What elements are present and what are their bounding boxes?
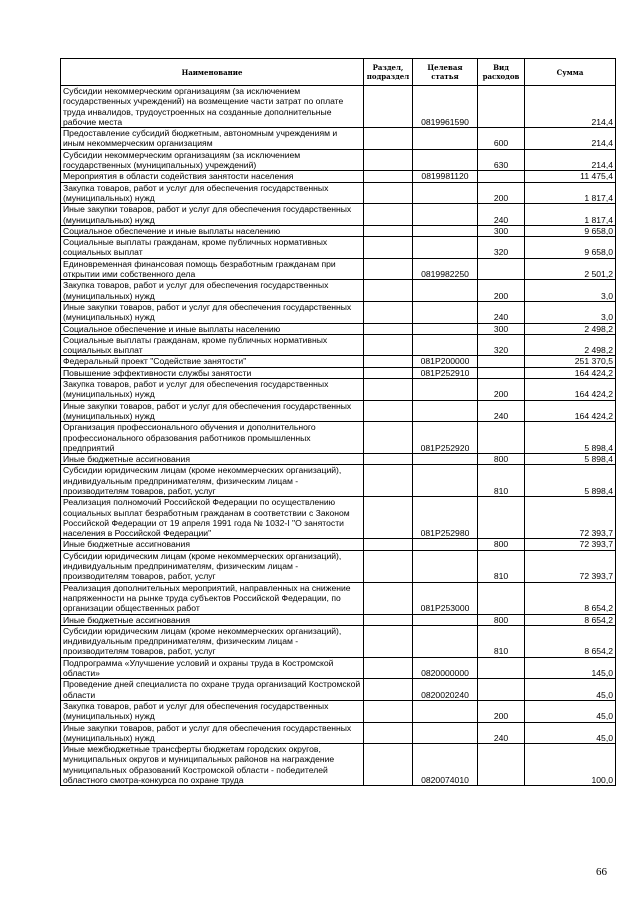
row-sum: 164 424,2 [525, 367, 616, 378]
row-name: Социальное обеспечение и иные выплаты населению [61, 323, 364, 334]
header-target: Целевая статья [413, 59, 478, 86]
row-name: Иные межбюджетные трансферты бюджетам городских округов, муниципальных округов и муниципальных районов на награждение муниципальных образований Костромской области - победителей областного смотра-конкурса по охране труда [61, 744, 364, 786]
row-section [364, 356, 413, 367]
row-section [364, 422, 413, 454]
row-sum: 3,0 [525, 301, 616, 323]
row-kind: 800 [478, 539, 525, 550]
row-name: Иные бюджетные ассигнования [61, 614, 364, 625]
row-kind: 200 [478, 280, 525, 302]
row-target: 081P252920 [413, 422, 478, 454]
row-kind [478, 657, 525, 679]
row-section [364, 323, 413, 334]
row-sum: 3,0 [525, 280, 616, 302]
row-sum: 100,0 [525, 744, 616, 786]
row-target [413, 225, 478, 236]
table-row [61, 301, 616, 323]
row-sum: 8 654,2 [525, 625, 616, 657]
table-row [61, 497, 616, 539]
row-sum: 2 498,2 [525, 323, 616, 334]
row-section [364, 465, 413, 497]
row-kind: 810 [478, 465, 525, 497]
row-section [364, 258, 413, 280]
row-section [364, 657, 413, 679]
row-sum: 45,0 [525, 679, 616, 701]
row-kind: 800 [478, 614, 525, 625]
row-name: Иные закупки товаров, работ и услуг для обеспечения государственных (муниципальных) нужд [61, 301, 364, 323]
row-name: Иные закупки товаров, работ и услуг для обеспечения государственных (муниципальных) нужд [61, 400, 364, 422]
row-target [413, 454, 478, 465]
row-name: Федеральный проект "Содействие занятости" [61, 356, 364, 367]
row-sum: 5 898,4 [525, 454, 616, 465]
row-target: 0819981120 [413, 171, 478, 182]
row-name: Социальное обеспечение и иные выплаты населению [61, 225, 364, 236]
row-section [364, 379, 413, 401]
row-section [364, 182, 413, 204]
row-kind: 800 [478, 454, 525, 465]
row-target: 081P252910 [413, 367, 478, 378]
row-sum: 8 654,2 [525, 614, 616, 625]
row-section [364, 367, 413, 378]
row-target: 081P252980 [413, 497, 478, 539]
row-sum: 164 424,2 [525, 400, 616, 422]
row-section [364, 550, 413, 582]
row-section [364, 280, 413, 302]
row-kind [478, 422, 525, 454]
row-name: Социальные выплаты гражданам, кроме публичных нормативных социальных выплат [61, 237, 364, 259]
row-sum: 2 501,2 [525, 258, 616, 280]
row-kind: 300 [478, 323, 525, 334]
table-row [61, 237, 616, 259]
row-name: Иные закупки товаров, работ и услуг для обеспечения государственных (муниципальных) нужд [61, 204, 364, 226]
row-target [413, 204, 478, 226]
row-section [364, 225, 413, 236]
table-row [61, 582, 616, 614]
row-target: 0819961590 [413, 86, 478, 128]
row-section [364, 625, 413, 657]
row-sum: 251 370,5 [525, 356, 616, 367]
row-target: 081P253000 [413, 582, 478, 614]
row-sum: 45,0 [525, 722, 616, 744]
row-kind: 240 [478, 204, 525, 226]
row-sum: 145,0 [525, 657, 616, 679]
row-kind [478, 582, 525, 614]
table-row [61, 204, 616, 226]
table-row [61, 182, 616, 204]
table-row [61, 454, 616, 465]
row-sum: 214,4 [525, 149, 616, 171]
row-target [413, 334, 478, 356]
row-section [364, 454, 413, 465]
row-kind [478, 679, 525, 701]
row-kind [478, 367, 525, 378]
table-row [61, 379, 616, 401]
table-body [61, 86, 616, 786]
budget-table [60, 58, 616, 786]
table-row [61, 128, 616, 150]
row-sum: 214,4 [525, 86, 616, 128]
row-sum: 9 658,0 [525, 237, 616, 259]
row-kind: 200 [478, 182, 525, 204]
row-target [413, 182, 478, 204]
row-name: Закупка товаров, работ и услуг для обеспечения государственных (муниципальных) нужд [61, 700, 364, 722]
header-name: Наименование [61, 59, 364, 86]
table-row [61, 171, 616, 182]
table-row [61, 422, 616, 454]
row-kind [478, 356, 525, 367]
row-target [413, 700, 478, 722]
row-name: Субсидии юридическим лицам (кроме некоммерческих организаций), индивидуальным предпринимателям, физическим лицам - производителям товаров, работ, услуг [61, 625, 364, 657]
budget-table-sheet [60, 58, 615, 786]
row-section [364, 744, 413, 786]
row-kind: 810 [478, 625, 525, 657]
row-target [413, 301, 478, 323]
row-section [364, 700, 413, 722]
table-row [61, 539, 616, 550]
row-name: Субсидии некоммерческим организациям (за исключением государственных учреждений) на возмещение части затрат по оплате труда инвалидов, трудоустроенных на созданные дополнительные рабочие места [61, 86, 364, 128]
row-target: 0820000000 [413, 657, 478, 679]
row-name: Иные закупки товаров, работ и услуг для обеспечения государственных (муниципальных) нужд [61, 722, 364, 744]
table-row [61, 149, 616, 171]
row-target: 0819982250 [413, 258, 478, 280]
row-target [413, 614, 478, 625]
table-row [61, 367, 616, 378]
row-kind: 240 [478, 722, 525, 744]
row-sum: 9 658,0 [525, 225, 616, 236]
table-row [61, 86, 616, 128]
row-kind: 600 [478, 128, 525, 150]
row-kind: 240 [478, 400, 525, 422]
row-sum: 1 817,4 [525, 182, 616, 204]
row-sum: 5 898,4 [525, 465, 616, 497]
row-sum: 8 654,2 [525, 582, 616, 614]
row-section [364, 582, 413, 614]
table-row [61, 465, 616, 497]
row-section [364, 237, 413, 259]
row-target: 081P200000 [413, 356, 478, 367]
row-kind [478, 86, 525, 128]
row-section [364, 679, 413, 701]
row-target [413, 465, 478, 497]
header-kind: Вид расходов [478, 59, 525, 86]
row-kind: 810 [478, 550, 525, 582]
row-section [364, 171, 413, 182]
row-name: Субсидии юридическим лицам (кроме некоммерческих организаций), индивидуальным предпринимателям, физическим лицам - производителям товаров, работ, услуг [61, 465, 364, 497]
row-target [413, 237, 478, 259]
row-target [413, 722, 478, 744]
row-section [364, 204, 413, 226]
table-row [61, 280, 616, 302]
row-section [364, 400, 413, 422]
row-section [364, 301, 413, 323]
row-name: Закупка товаров, работ и услуг для обеспечения государственных (муниципальных) нужд [61, 379, 364, 401]
row-target: 0820020240 [413, 679, 478, 701]
row-name: Повышение эффективности службы занятости [61, 367, 364, 378]
row-target [413, 550, 478, 582]
row-target [413, 400, 478, 422]
table-row [61, 679, 616, 701]
row-name: Предоставление субсидий бюджетным, автономным учреждениям и иным некоммерческим организациям [61, 128, 364, 150]
row-sum: 72 393,7 [525, 497, 616, 539]
table-row [61, 657, 616, 679]
table-row [61, 700, 616, 722]
row-kind: 200 [478, 700, 525, 722]
row-kind [478, 497, 525, 539]
table-row [61, 400, 616, 422]
row-section [364, 149, 413, 171]
row-sum: 45,0 [525, 700, 616, 722]
row-sum: 164 424,2 [525, 379, 616, 401]
header-section: Раздел, подраздел [364, 59, 413, 86]
row-sum: 72 393,7 [525, 539, 616, 550]
row-sum: 72 393,7 [525, 550, 616, 582]
row-section [364, 539, 413, 550]
row-kind: 630 [478, 149, 525, 171]
row-target [413, 128, 478, 150]
table-row [61, 625, 616, 657]
row-sum: 1 817,4 [525, 204, 616, 226]
row-name: Закупка товаров, работ и услуг для обеспечения государственных (муниципальных) нужд [61, 280, 364, 302]
table-row [61, 722, 616, 744]
row-sum: 11 475,4 [525, 171, 616, 182]
row-sum: 5 898,4 [525, 422, 616, 454]
table-row [61, 334, 616, 356]
row-target [413, 323, 478, 334]
row-section [364, 722, 413, 744]
table-row [61, 356, 616, 367]
row-kind: 320 [478, 237, 525, 259]
row-section [364, 334, 413, 356]
row-name: Мероприятия в области содействия занятости населения [61, 171, 364, 182]
row-name: Субсидии юридическим лицам (кроме некоммерческих организаций), индивидуальным предпринимателям, физическим лицам - производителям товаров, работ, услуг [61, 550, 364, 582]
row-name: Реализация дополнительных мероприятий, направленных на снижение напряженности на рынке труда субъектов Российской Федерации, по организации общественных работ [61, 582, 364, 614]
row-section [364, 614, 413, 625]
row-kind: 200 [478, 379, 525, 401]
row-name: Подпрограмма «Улучшение условий и охраны труда в Костромской области» [61, 657, 364, 679]
header-sum: Сумма [525, 59, 616, 86]
row-target [413, 539, 478, 550]
row-kind [478, 171, 525, 182]
row-name: Иные бюджетные ассигнования [61, 539, 364, 550]
row-target [413, 625, 478, 657]
row-name: Иные бюджетные ассигнования [61, 454, 364, 465]
row-name: Организация профессионального обучения и дополнительного профессионального образования работников промышленных предприятий [61, 422, 364, 454]
row-name: Субсидии некоммерческим организациям (за исключением государственных (муниципальных) учреждений) [61, 149, 364, 171]
row-kind [478, 744, 525, 786]
row-target: 0820074010 [413, 744, 478, 786]
row-name: Закупка товаров, работ и услуг для обеспечения государственных (муниципальных) нужд [61, 182, 364, 204]
row-name: Социальные выплаты гражданам, кроме публичных нормативных социальных выплат [61, 334, 364, 356]
table-row [61, 258, 616, 280]
page-number: 66 [596, 866, 607, 878]
row-kind: 240 [478, 301, 525, 323]
row-sum: 2 498,2 [525, 334, 616, 356]
row-name: Реализация полномочий Российской Федерации по осуществлению социальных выплат безработным гражданам в соответствии с Законом Российской Федерации от 19 апреля 1991 года № 1032-I "О занятости населения в Российской Федерации" [61, 497, 364, 539]
row-section [364, 497, 413, 539]
row-section [364, 128, 413, 150]
row-target [413, 149, 478, 171]
row-kind [478, 258, 525, 280]
row-target [413, 379, 478, 401]
row-name: Единовременная финансовая помощь безработным гражданам при открытии ими собственного дела [61, 258, 364, 280]
table-row [61, 744, 616, 786]
row-target [413, 280, 478, 302]
table-row [61, 614, 616, 625]
row-kind: 300 [478, 225, 525, 236]
row-kind: 320 [478, 334, 525, 356]
table-row [61, 550, 616, 582]
table-header-row [61, 59, 616, 86]
row-sum: 214,4 [525, 128, 616, 150]
row-name: Проведение дней специалиста по охране труда организаций Костромской области [61, 679, 364, 701]
table-row [61, 225, 616, 236]
table-row [61, 323, 616, 334]
row-section [364, 86, 413, 128]
